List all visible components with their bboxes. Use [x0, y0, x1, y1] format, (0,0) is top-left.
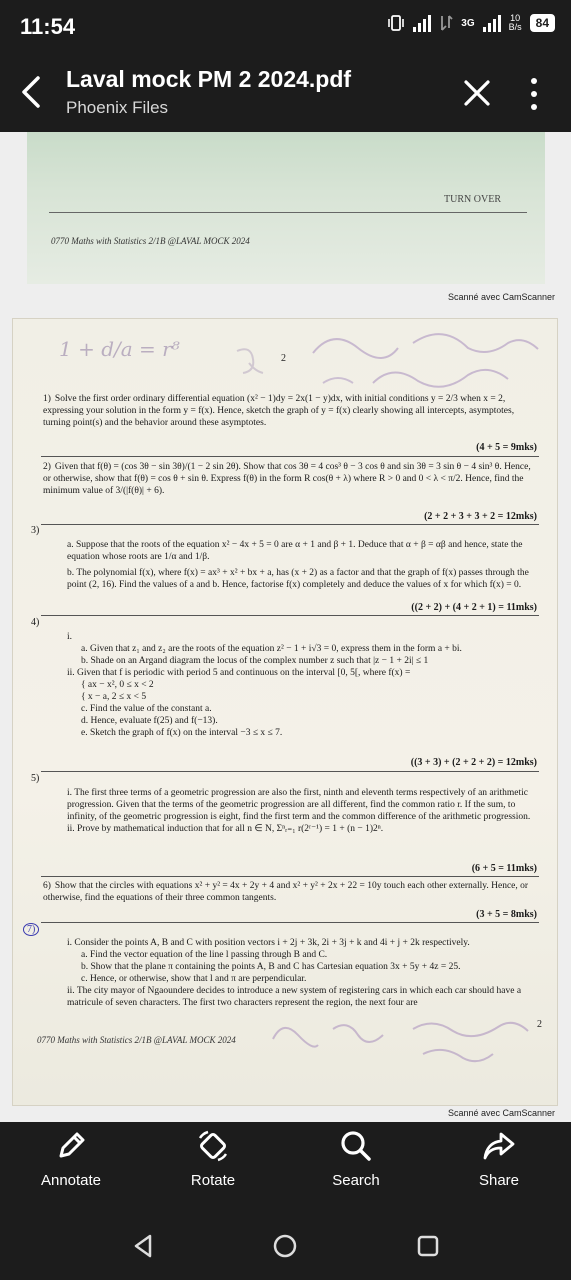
question-5-part-ii: ii. Prove by mathematical induction that for all n ∈ N, Σⁿᵣ₌₁ r(2ʳ⁻¹) = 1 + (n − 1)2ⁿ.	[67, 824, 384, 834]
annotate-label: Annotate	[40, 1172, 102, 1189]
pdf-viewer[interactable]	[0, 132, 571, 1122]
question-4-part-e: e. Sketch the graph of f(x) on the interval −3 ≤ x ≤ 7.	[81, 728, 283, 738]
nav-home-icon[interactable]	[267, 1228, 303, 1264]
question-2	[43, 461, 535, 497]
search-button[interactable]	[301, 1128, 411, 1189]
vibrate-icon	[387, 15, 405, 31]
question-2-text: Given that f(θ) = (cos 3θ − sin 3θ)/(1 − 2 sin 2θ). Show that cos 3θ = 4 cos³ θ − 3 cos θ and sin 3θ = 3 sin θ − 4 sin³ θ. Hence, or otherwise, show that f(θ) = cos θ + sin θ. Express f(θ) in the form R cos(θ + λ) where R > 0 and 0 < λ < π/2. Hence, find the minimum value of 3/(|f(θ)| + 6).	[43, 462, 531, 496]
question-6-text: Show that the circles with equations x² + y² = 4x + 2y + 4 and x² + y² + 2x + 22 = 10y touch each other externally. Hence, or otherwise, find the equations of their three common tangents.	[43, 881, 529, 903]
rotate-label: Rotate	[190, 1172, 236, 1189]
document-source: Phoenix Files	[66, 98, 169, 117]
back-arrow-icon[interactable]	[14, 72, 50, 112]
separator-1	[41, 456, 539, 457]
question-3-part-b: b. The polynomial f(x), where f(x) = ax³ + x² + bx + a, has (x + 2) as a factor and that the graph of f(x) passes through the point (2, 16). Find the values of a and b. Hence, factorise f(x) completely and deduce the values of x for which f(x) = 0.	[67, 568, 529, 590]
question-7-part-i: i. Consider the points A, B and C with position vectors i + 2j + 3k, 2i + 3j + k and 4i + j + 2k respectively.	[67, 938, 470, 948]
question-6-number: 6)	[43, 881, 51, 891]
question-4-number: 4)	[31, 617, 40, 628]
annotate-button[interactable]	[16, 1128, 126, 1189]
question-1-text: Solve the first order ordinary differential equation (x² − 1)dy = 2x(1 − y)dx, with initial conditions y = 2/3 when x = 2, expressing your solution in the form y = f(x). Hence, sketch the graph of y = f(x) clearly showing all intercepts, asymptotes, turning point(s) and the behavior around these asymptotes.	[43, 394, 515, 428]
question-4-part-i: i.	[67, 632, 73, 642]
rotate-icon	[195, 1128, 231, 1164]
handwritten-note-top: 1 + d/a = r⁸	[59, 337, 180, 361]
question-5-number: 5)	[31, 773, 40, 784]
separator-2	[41, 524, 539, 525]
net-speed-unit: B/s	[508, 22, 522, 32]
pencil-icon	[53, 1128, 89, 1164]
question-4-part-b: b. Shade on an Argand diagram the locus of the complex number z such that |z − 1 + 2i| ≤ 1	[81, 656, 429, 666]
footer-page-number: 2	[537, 1019, 542, 1030]
status-time: 11:54	[20, 14, 76, 39]
search-icon	[338, 1128, 374, 1164]
question-7-part-ii: ii. The city mayor of Ngaoundere decides to introduce a new system of registering cars in which each car should have a matricule of seven characters. The first two characters represent the region, the next four are	[67, 986, 522, 1008]
battery-icon: 84	[530, 14, 555, 32]
question-6-marks: (3 + 5 = 8mks)	[476, 909, 537, 920]
question-3-number: 3)	[31, 525, 40, 536]
close-icon[interactable]	[460, 76, 494, 110]
scan-label-2: Scanné avec CamScanner	[447, 1108, 555, 1118]
status-bar	[0, 0, 571, 54]
scan-label-1: Scanné avec CamScanner	[447, 292, 555, 302]
question-2-marks: (2 + 2 + 3 + 3 + 2 = 12mks)	[424, 511, 537, 522]
question-5-marks: (6 + 5 = 11mks)	[471, 863, 537, 874]
share-icon	[481, 1128, 517, 1164]
question-1-number: 1)	[43, 394, 51, 404]
search-label: Search	[332, 1172, 380, 1189]
separator-5	[41, 876, 539, 877]
document-title: Laval mock PM 2 2024.pdf	[66, 66, 352, 92]
question-3	[53, 539, 535, 591]
status-icons	[387, 14, 555, 32]
page-number: 2	[281, 353, 286, 364]
separator-4	[41, 771, 539, 772]
signal-bars-2-icon	[483, 14, 501, 32]
network-type: 3G	[461, 17, 475, 29]
net-speed	[509, 14, 522, 32]
question-4-piece-2: { x − a, 2 ≤ x < 5	[81, 692, 147, 702]
question-4-piece-1: { ax − x², 0 ≤ x < 2	[81, 680, 154, 690]
question-7-part-c: c. Hence, or otherwise, show that l and π are perpendicular.	[81, 974, 307, 984]
signal-bars-icon	[413, 14, 431, 32]
system-navigation-bar	[0, 1218, 571, 1280]
nav-back-icon[interactable]	[126, 1228, 162, 1264]
question-1-marks: (4 + 5 = 9mks)	[476, 442, 537, 453]
handwriting-scribble-bottom	[263, 1009, 543, 1069]
question-7-part-a: a. Find the vector equation of the line l passing through B and C.	[81, 950, 328, 960]
bottom-toolbar	[0, 1122, 571, 1218]
page-footer: 0770 Maths with Statistics 2/1B @LAVAL MOCK 2024	[37, 1035, 236, 1045]
question-6	[43, 880, 535, 904]
question-4-part-ii: ii. Given that f is periodic with period 5 and continuous on the interval [0, 5[, where f(x) =	[67, 668, 411, 678]
question-3-marks: ((2 + 2) + (4 + 2 + 1) = 11mks)	[411, 602, 537, 613]
title-bar	[0, 54, 571, 132]
share-button[interactable]	[444, 1128, 554, 1189]
volte-icon	[439, 14, 453, 32]
previous-page	[27, 132, 545, 284]
rotate-button[interactable]	[158, 1128, 268, 1189]
question-4-part-d: d. Hence, evaluate f(25) and f(−13).	[81, 716, 218, 726]
net-speed-value: 10	[510, 13, 521, 23]
separator-3	[41, 615, 539, 616]
question-2-number: 2)	[43, 462, 51, 472]
question-3-part-a: a. Suppose that the roots of the equation x² − 4x + 5 = 0 are α + 1 and β + 1. Deduce that α + β = αβ and hence, state the equation whose roots are 1/α and 1/β.	[67, 540, 523, 562]
page-divider	[49, 212, 527, 213]
question-1	[43, 393, 535, 429]
question-5	[53, 787, 535, 835]
more-options-icon[interactable]	[524, 76, 544, 112]
current-page	[12, 318, 558, 1106]
question-7-number: 7)	[23, 923, 39, 936]
handwriting-scribble-right	[303, 323, 553, 403]
question-5-part-i: i. The first three terms of a geometric progression are also the first, ninth and eleventh terms respectively of an arithmetic progression. Given that the terms of the geometric progression are all different, find the common ratio r. If the sum, to infinity, of the geometric progression is eight, find the first term and the common difference of the arithmetic progression.	[67, 788, 531, 822]
question-4	[53, 631, 535, 739]
question-4-part-c: c. Find the value of the constant a.	[81, 704, 212, 714]
question-7-part-b: b. Show that the plane π containing the points A, B and C has Cartesian equation 3x + 5y + 4z = 25.	[81, 962, 461, 972]
share-label: Share	[478, 1172, 520, 1189]
separator-6	[41, 922, 539, 923]
question-4-part-a: a. Given that z₁ and z₂ are the roots of the equation z² − 1 + i√3 = 0, express them in the form a + bi.	[81, 644, 462, 654]
question-7	[53, 937, 535, 1009]
handwriting-mark-center	[229, 341, 269, 381]
nav-recents-icon[interactable]	[410, 1228, 446, 1264]
question-4-marks: ((3 + 3) + (2 + 2 + 2) = 12mks)	[410, 757, 537, 768]
previous-page-footer: 0770 Maths with Statistics 2/1B @LAVAL MOCK 2024	[51, 236, 250, 246]
turn-over-label: TURN OVER	[444, 194, 501, 205]
